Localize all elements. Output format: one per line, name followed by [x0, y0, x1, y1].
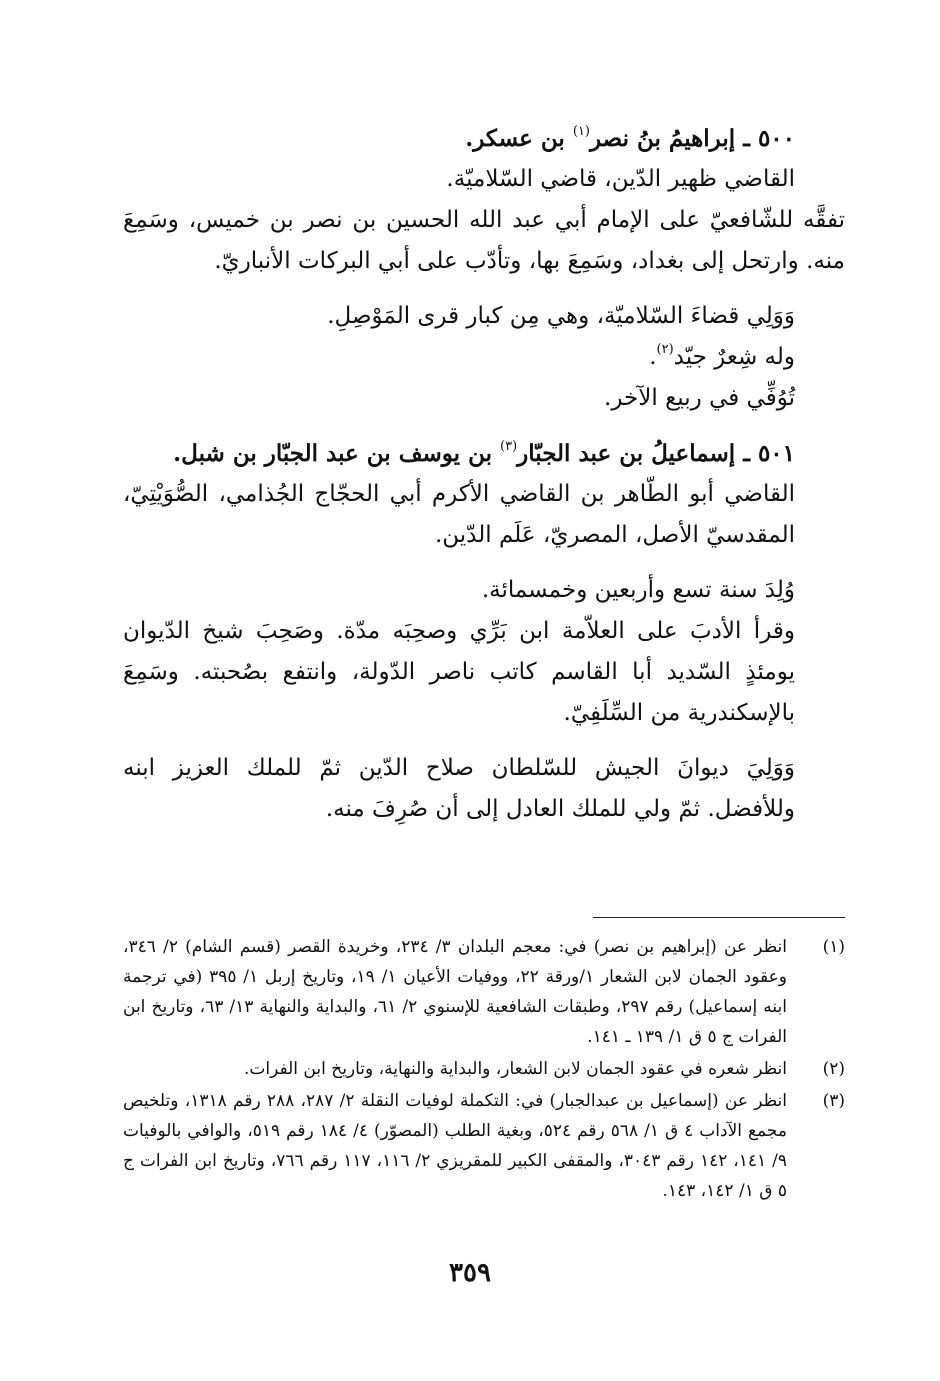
footnote-text: انظر عن (إبراهيم بن نصر) في: معجم البلدان ٣/ ٢٣٤، وخريدة القصر (قسم الشام) ٢/ ٣٤٦، وعقود الجمان لابن الشعار ١/ورقة ٢٢، ووفيات الأعيان ١/ ١٩، وتاريخ إربل ١/ ٣٩٥ (في ترجمة ابنه إسماعيل) رقم ٢٩٧، وطبقات الشافعية للإسنوي ٢/ ٦١، والبداية والنهاية ١٣/ ٦٣، وتاريخ ابن الفرات ج ٥ ق ١/ ١٣٩ ـ ١٤١.: [123, 937, 788, 1047]
entry-501-birth-line: وُلِدَ سنة تسع وأربعين وخمسمائة.: [481, 577, 795, 603]
footnote-number: (٣): [822, 1091, 845, 1111]
footnote-number: (١): [822, 937, 845, 957]
entry-501-lineage: بن يوسف بن عبد الجبّار بن شبل.: [173, 440, 492, 467]
entry-500-title-line: القاضي ظهير الدّين، قاضي السّلاميّة.: [446, 166, 795, 192]
footnote-3: [123, 1086, 845, 1206]
entry-501-title-paragraph: القاضي أبو الطّاهر بن القاضي الأكرم أبي الحجّاج الجُذامي، الصُّوَيْتِيّ، المقدسيّ الأصل، المصريّ، عَلَم الدّين.: [123, 481, 795, 548]
entry-500-study-paragraph: تفقَّه للشّافعيّ على الإمام أبي عبد الله الحسين بن نصر بن خميس، وسَمِعَ منه. وارتحل إلى بغداد، وسَمِعَ بها، وتأدّب على أبي البركات الأنباريّ.: [123, 207, 845, 274]
entry-500-poetry-end: .: [649, 344, 657, 370]
entry-501-heading: [123, 433, 845, 474]
footnote-ref-3: (٣): [500, 439, 518, 455]
entry-500-poetry-line: [123, 337, 845, 378]
entry-500-death-line: تُوُفِّي في ربيع الآخر.: [604, 385, 795, 411]
entry-500-name: إبراهيمُ بنُ نصر: [589, 125, 736, 152]
entry-500-poetry-text: وله شِعرٌ جيّد: [673, 344, 795, 370]
footnote-2: [123, 1054, 845, 1084]
entry-501-office-paragraph: وَوَلِيَ ديوانَ الجيش للسّلطان صلاح الدّين ثمّ للملك العزيز ابنه وللأفضل. ثمّ ولي للملك العادل إلى أن صُرِفَ منه.: [123, 755, 795, 822]
main-text: [123, 118, 845, 830]
footnote-ref-1: (١): [572, 124, 590, 140]
footnotes: [123, 932, 845, 1208]
entry-501-number: ٥٠١ ـ: [743, 440, 795, 467]
entry-500-number: ٥٠٠ ـ: [743, 125, 795, 152]
page-number: ٣٥٩: [449, 1258, 491, 1288]
footnote-separator: [593, 917, 845, 918]
footnote-text: انظر شعره في عقود الجمان لابن الشعار، والبداية والنهاية، وتاريخ ابن الفرات.: [244, 1059, 787, 1079]
entry-500-lineage: بن عسكر.: [465, 125, 565, 152]
footnote-1: [123, 932, 845, 1052]
footnote-number: (٢): [822, 1059, 845, 1079]
entry-500-heading: [123, 118, 845, 159]
entry-500-judgeship-line: وَوَلِي قضاءَ السّلاميّة، وهي مِن كبار قرى المَوْصِلِ.: [327, 303, 795, 329]
entry-501-study-paragraph: وقرأ الأدبَ على العلاّمة ابن بَرِّي وصحِبَه مدّة. وصَحِبَ شيخ الدّيوان يومئذٍ السّديد أبا القاسم كاتب ناصر الدّولة، وانتفع بصُحبته. وسَمِعَ بالإسكندرية من السِّلَفِيّ.: [123, 618, 795, 726]
entry-501-name: إسماعيلُ بن عبد الجبّار: [517, 440, 736, 467]
footnote-ref-2: (٢): [656, 342, 674, 358]
footnote-text: انظر عن (إسماعيل بن عبدالجبار) في: التكملة لوفيات النقلة ٢/ ٢٨٧، ٢٨٨ رقم ١٣١٨، وتلخيص مجمع الآداب ٤ ق ١/ ٥٦٨ رقم ٥٢٤، وبغية الطلب (المصوّر) ٤/ ١٨٤ رقم ٥١٩، والوافي بالوفيات ٩/ ١٤١، ١٤٢ رقم ٣٠٤٣، والمقفى الكبير للمقريزي ٢/ ١١٦، ١١٧ رقم ٧٦٦، وتاريخ ابن الفرات ج ٥ ق ١/ ١٤٢، ١٤٣.: [123, 1091, 788, 1201]
